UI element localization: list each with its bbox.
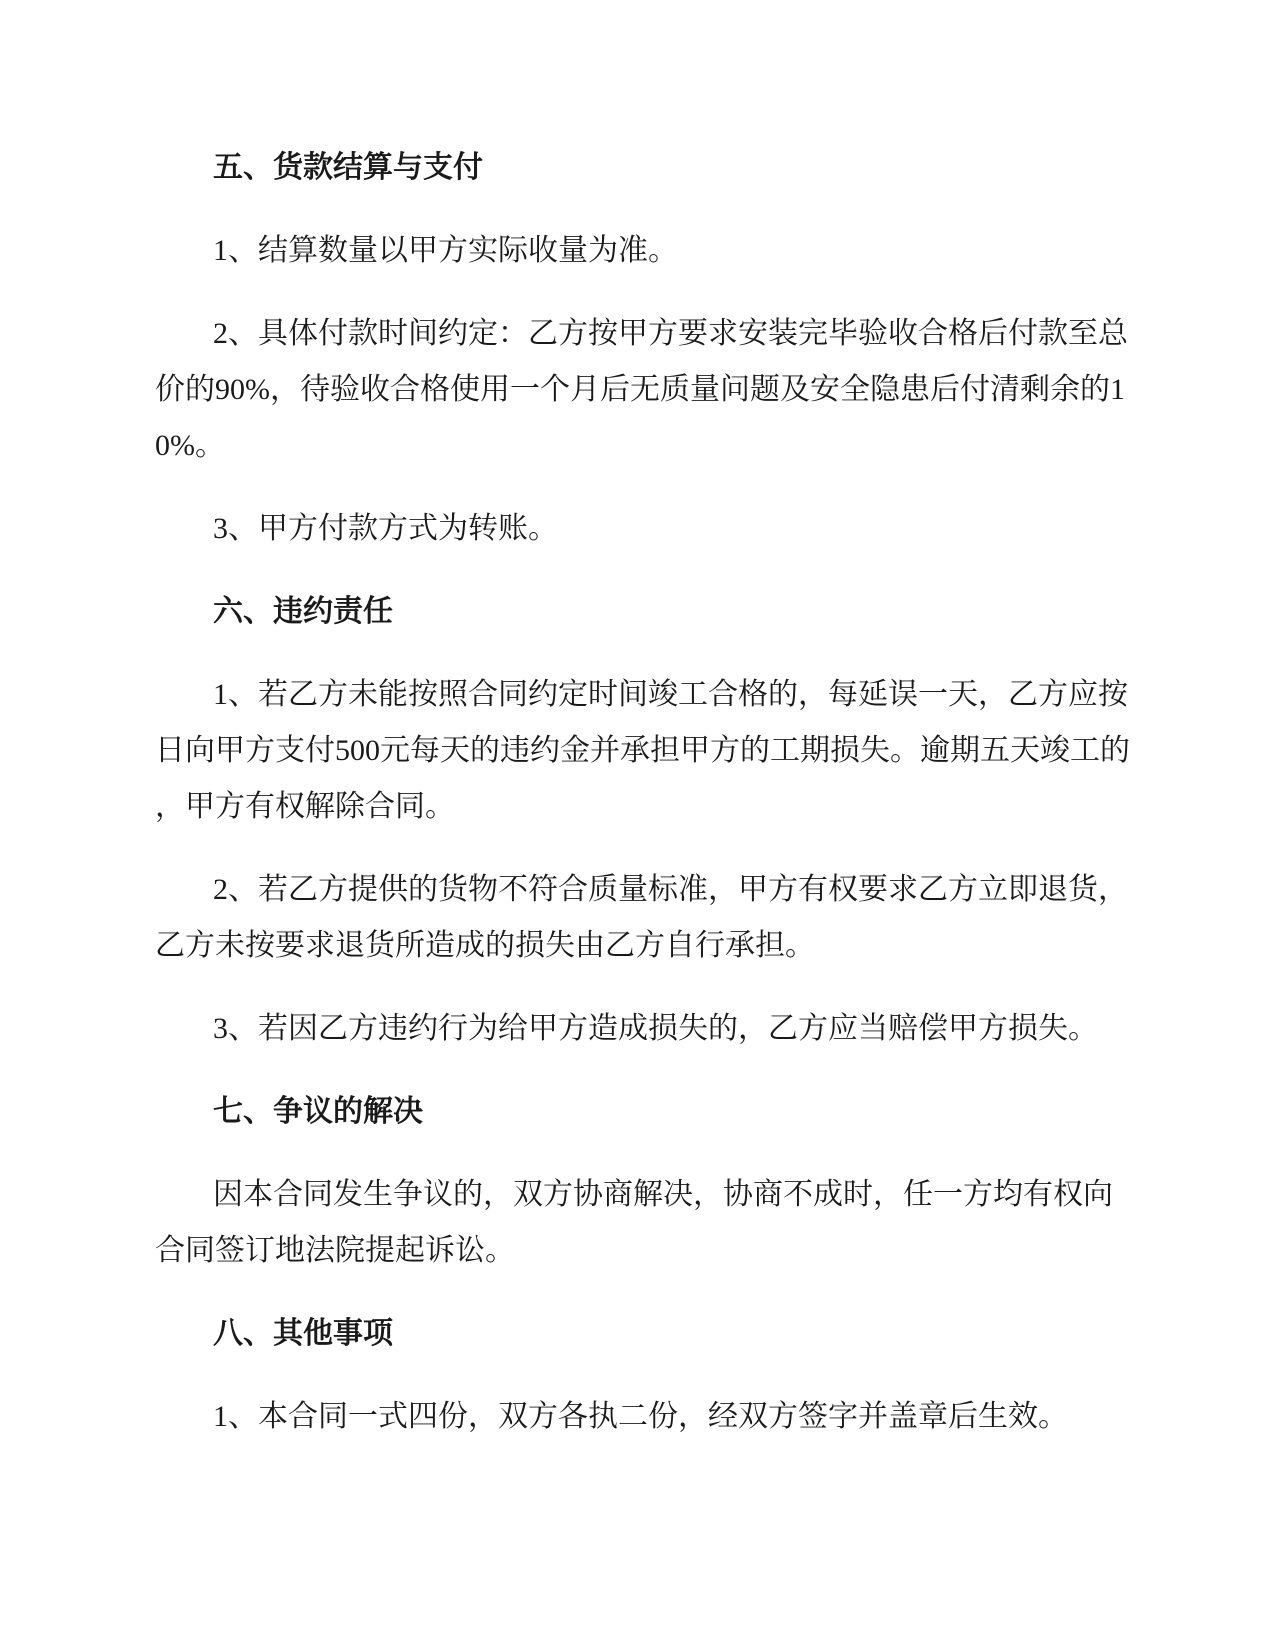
text-line: 合同签订地法院提起诉讼。 [155,1234,515,1267]
section-heading: 八、其他事项 [213,1317,393,1350]
text-line: 乙方未按要求退货所造成的损失由乙方自行承担。 [155,929,815,962]
paragraph [155,223,1120,279]
text-line: 日向甲方支付500元每天的违约金并承担甲方的工期损失。逾期五天竣工的 [155,734,1130,767]
text-line: 1、结算数量以甲方实际收量为准。 [213,234,678,267]
paragraph [155,1167,1120,1279]
text-line: 1、本合同一式四份，双方各执二份，经双方签字并盖章后生效。 [213,1400,1068,1433]
text-line: 0%。 [155,429,225,462]
text-line: 3、若因乙方违约行为给甲方造成损失的，乙方应当赔偿甲方损失。 [213,1012,1098,1045]
paragraph [155,862,1128,974]
text-line: 1、若乙方未能按照合同约定时间竣工合格的，每延误一天，乙方应按 [213,678,1128,711]
paragraph [155,667,1130,835]
paragraph [155,306,1128,474]
section-heading: 六、违约责任 [213,595,393,628]
section-heading: 五、货款结算与支付 [213,151,483,184]
text-line: 价的90%，待验收合格使用一个月后无质量问题及安全隐患后付清剩余的1 [155,373,1125,406]
text-line: 2、具体付款时间约定：乙方按甲方要求安装完毕验收合格后付款至总 [213,317,1128,350]
paragraph [155,501,1120,557]
paragraph [155,1001,1120,1057]
document-body [155,140,1130,1472]
text-line: 2、若乙方提供的货物不符合质量标准，甲方有权要求乙方立即退货， [213,873,1128,906]
text-line: 3、甲方付款方式为转账。 [213,512,558,545]
section-heading: 七、争议的解决 [213,1095,423,1128]
text-line: 因本合同发生争议的，双方协商解决，协商不成时，任一方均有权向 [213,1178,1113,1211]
paragraph [155,1389,1120,1445]
text-line: ，甲方有权解除合同。 [155,790,455,823]
